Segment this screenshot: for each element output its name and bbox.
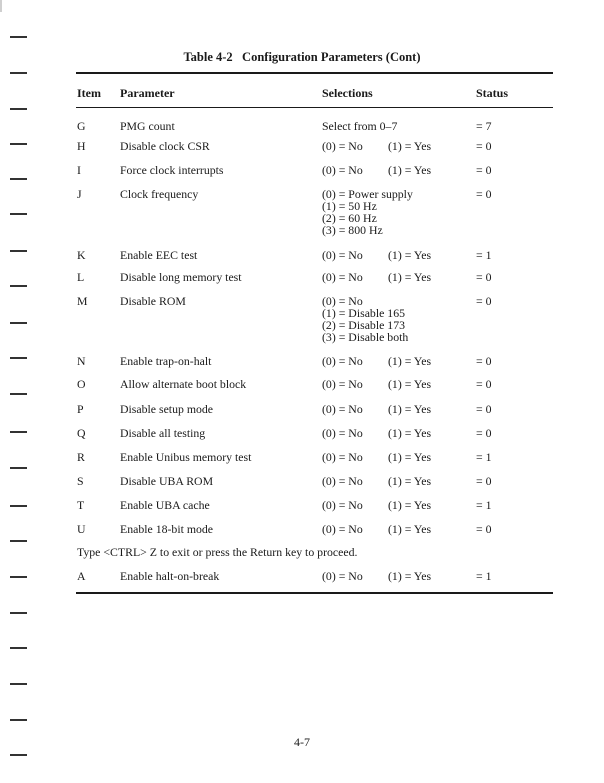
table-bottom-rule [76,592,553,594]
row-item: K [77,248,86,262]
margin-tick-mark [10,719,27,721]
margin-tick-mark [10,36,27,38]
row-selection-yes: (1) = Yes [388,270,432,284]
row-selection-yes: (1) = Yes [388,139,432,153]
row-status: = 0 [476,163,492,177]
row-item: L [77,270,85,284]
margin-tick-mark [10,213,27,215]
row-selection-no: (0) = No [322,139,363,153]
row-selection-no: (0) = No [322,248,363,262]
margin-tick-mark [10,754,27,756]
row-item: U [77,522,86,536]
page-number: 4-7 [294,735,310,749]
row-parameter: Allow alternate boot block [120,377,247,391]
row-item: P [77,402,84,416]
row-selection-yes: (1) = Yes [388,426,432,440]
row-status: = 0 [476,474,492,488]
row-status: = 1 [476,248,492,262]
row-status: = 7 [476,119,492,133]
row-parameter: Enable 18-bit mode [120,522,214,536]
instruction-note: Type <CTRL> Z to exit or press the Return key to proceed. [77,545,358,559]
row-status: = 0 [476,354,492,368]
row-status: = 0 [476,402,492,416]
row-selection-list [322,188,413,236]
row-selection-yes: (1) = Yes [388,248,432,262]
row-parameter: Disable clock CSR [120,139,210,153]
row-selection-yes: (1) = Yes [388,474,432,488]
row-selection-yes: (1) = Yes [388,569,432,583]
margin-tick-mark [10,178,27,180]
row-item: A [77,569,86,583]
row-selection-no: (0) = No [322,426,363,440]
row-item: T [77,498,85,512]
row-status: = 0 [476,270,492,284]
margin-tick-mark [10,612,27,614]
row-selection-option: (0) = No [322,294,363,308]
row-parameter: Enable UBA cache [120,498,210,512]
row-selection-yes: (1) = Yes [388,498,432,512]
row-selection-option: (3) = 800 Hz [322,223,383,237]
row-parameter: Disable long memory test [120,270,242,284]
row-item: N [77,354,86,368]
table-header-rule [76,107,553,108]
row-selection: Select from 0–7 [322,119,398,133]
row-status: = 0 [476,377,492,391]
table-top-rule [76,72,553,74]
row-status: = 1 [476,450,492,464]
margin-tick-mark [10,505,27,507]
row-item: O [77,377,86,391]
row-selection-no: (0) = No [322,474,363,488]
row-parameter: Disable UBA ROM [120,474,214,488]
margin-tick-mark [10,393,27,395]
row-parameter: Enable EEC test [120,248,198,262]
row-status: = 1 [476,498,492,512]
header-item: Item [77,86,101,100]
row-selection-option: (1) = Disable 165 [322,306,405,320]
row-status: = 1 [476,569,492,583]
row-item: S [77,474,84,488]
margin-tick-mark [10,250,27,252]
row-status: = 0 [476,294,492,308]
row-status: = 0 [476,139,492,153]
row-selection-option: (1) = 50 Hz [322,199,377,213]
row-parameter: PMG count [120,119,175,133]
row-item: Q [77,426,86,440]
margin-tick-mark [10,72,27,74]
margin-tick-mark [10,683,27,685]
row-status: = 0 [476,426,492,440]
row-item: M [77,294,88,308]
row-parameter: Clock frequency [120,187,199,201]
row-parameter: Enable halt-on-break [120,569,220,583]
row-item: G [77,119,86,133]
header-selections: Selections [322,86,373,100]
row-selection-no: (0) = No [322,163,363,177]
margin-tick-mark [10,576,27,578]
margin-tick-mark [10,467,27,469]
row-selection-no: (0) = No [322,377,363,391]
margin-tick-mark [10,431,27,433]
margin-tick-mark [10,647,27,649]
header-status: Status [476,86,509,100]
margin-tick-mark [10,322,27,324]
row-selection-list [322,295,408,343]
row-parameter: Force clock interrupts [120,163,224,177]
row-item: J [77,187,82,201]
row-selection-option: (2) = 60 Hz [322,211,377,225]
row-selection-yes: (1) = Yes [388,354,432,368]
margin-tick-mark [10,540,27,542]
row-selection-no: (0) = No [322,498,363,512]
row-item: R [77,450,85,464]
header-parameter: Parameter [120,86,175,100]
row-selection-no: (0) = No [322,522,363,536]
margin-tick-mark [10,357,27,359]
row-item: I [77,163,81,177]
row-selection-no: (0) = No [322,402,363,416]
table-title: Table 4-2 Configuration Parameters (Cont) [183,50,421,64]
row-selection-no: (0) = No [322,354,363,368]
row-selection-no: (0) = No [322,569,363,583]
row-selection-no: (0) = No [322,270,363,284]
row-selection-yes: (1) = Yes [388,377,432,391]
row-selection-option: (0) = Power supply [322,187,413,201]
row-selection-no: (0) = No [322,450,363,464]
row-parameter: Enable Unibus memory test [120,450,252,464]
row-item: H [77,139,86,153]
page-edge-mark [0,0,2,12]
row-selection-yes: (1) = Yes [388,163,432,177]
row-parameter: Disable setup mode [120,402,214,416]
row-parameter: Disable all testing [120,426,206,440]
row-selection-yes: (1) = Yes [388,450,432,464]
row-parameter: Disable ROM [120,294,186,308]
row-selection-yes: (1) = Yes [388,402,432,416]
margin-tick-mark [10,143,27,145]
margin-tick-mark [10,108,27,110]
margin-tick-mark [10,285,27,287]
row-selection-yes: (1) = Yes [388,522,432,536]
row-status: = 0 [476,522,492,536]
row-parameter: Enable trap-on-halt [120,354,212,368]
row-selection-option: (3) = Disable both [322,330,409,344]
row-status: = 0 [476,187,492,201]
row-selection-option: (2) = Disable 173 [322,318,405,332]
